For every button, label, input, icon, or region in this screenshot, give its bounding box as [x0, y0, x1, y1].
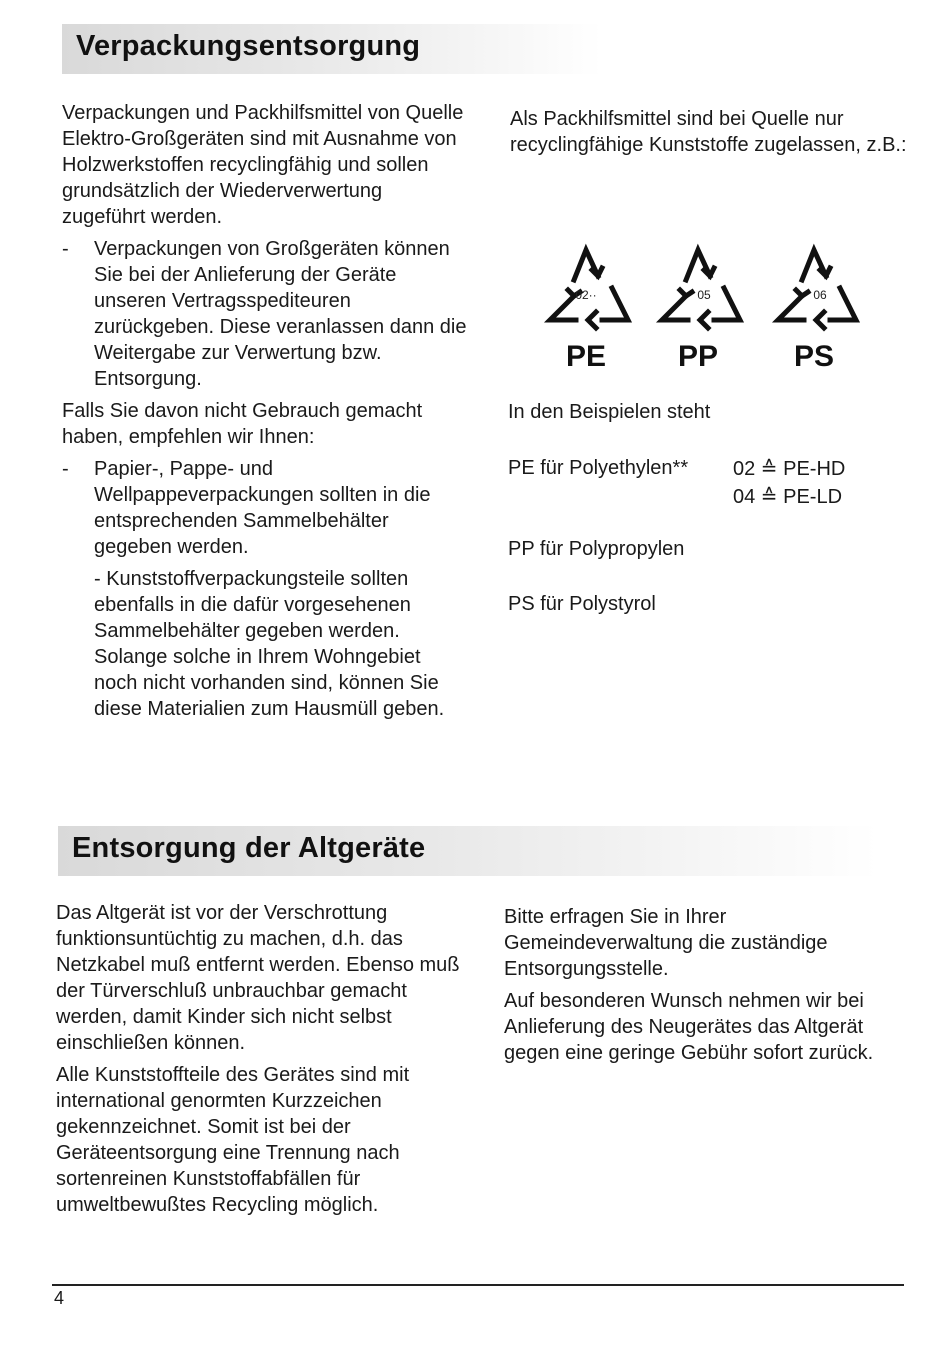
pp-definition: PP für Polypropylen [508, 538, 685, 560]
paragraph: Falls Sie davon nicht Gebrauch gemacht haben, empfehlen wir Ihnen: [62, 400, 423, 448]
old-appliances-right-column [504, 904, 914, 1072]
recycling-symbols [536, 236, 876, 386]
recycling-symbol-ps [764, 236, 874, 376]
recycling-symbol-pp [648, 236, 758, 376]
paragraph: Als Packhilfsmittel sind bei Quelle nur recyclingfähige Kunststoffe zugelassen, z.B.: [510, 108, 907, 156]
bullet-item: - Verpackungen von Großgeräten können Sie bei der Anlieferung der Geräte unseren Vertragsspediteuren zurückgeben. Diese veranlassen dann die Weitergabe zur Verwertung bzw. Entsorgung. [62, 236, 468, 392]
paragraph: Das Altgerät ist vor der Verschrottung funktionsuntüchtig zu machen, d.h. das Netzkabel muß entfernt werden. Ebenso muß der Türverschluß unbrauchbar gemacht werden, damit Kinder sich nicht selbst einschließen können. [56, 902, 460, 1054]
pe-ld-code: 04 ≙ PE-LD [733, 486, 843, 508]
resin-abbreviation: PE [565, 340, 607, 373]
old-appliances-left-column [56, 900, 466, 1224]
pe-hd-code: 02 ≙ PE-HD [733, 458, 846, 480]
packaging-left-column [62, 100, 468, 728]
paragraph: Verpackungen und Packhilfsmittel von Quelle Elektro-Großgeräten sind mit Ausnahme von Holzwerkstoffen recyclingfähig und sollen grundsätzlich der Wiederverwertung zugeführt werden. [62, 102, 464, 228]
footer-divider [52, 1284, 904, 1286]
section-title: Entsorgung der Altgeräte [72, 832, 426, 864]
section-header-packaging [62, 24, 602, 74]
bullet-item: - Papier-, Pappe- und Wellpappeverpackungen sollten in die entsprechenden Sammelbehälter gegeben werden. [62, 456, 468, 560]
ps-definition: PS für Polystyrol [508, 593, 656, 615]
pe-definition: PE für Polyethylen** [508, 457, 689, 479]
section-header-old-appliances [58, 826, 878, 876]
section-title: Verpackungsentsorgung [76, 30, 421, 62]
resin-code: 05 [697, 288, 711, 302]
recycling-symbol-pe [536, 236, 646, 376]
examples-intro: In den Beispielen steht [508, 401, 711, 423]
recycling-triangle-icon [536, 236, 636, 336]
paragraph: Bitte erfragen Sie in Ihrer Gemeindeverwaltung die zuständige Entsorgungsstelle. [504, 906, 828, 980]
recycling-triangle-icon [764, 236, 864, 336]
resin-code: 06 [813, 288, 827, 302]
paragraph: Alle Kunststoffteile des Gerätes sind mit international genormten Kurzzeichen gekennzeichnet. Somit ist bei der Geräteentsorgung eine Trennung nach sortenreinen Kunststoffabfällen für umweltbewußtes Recycling möglich. [56, 1064, 410, 1216]
bullet-item: - Kunststoffverpackungsteile sollten ebenfalls in die dafür vorgesehenen Sammelbehälter gegeben werden. Solange solche in Ihrem Wohngebiet noch nicht vorhanden sind, können Sie diese Materialien zum Hausmüll geben. [94, 568, 445, 720]
paragraph: Auf besonderen Wunsch nehmen wir bei Anlieferung des Neugerätes das Altgerät gegen eine geringe Gebühr sofort zurück. [504, 990, 874, 1064]
pe-codes [733, 455, 845, 511]
page-number: 4 [54, 1288, 65, 1308]
resin-code: 02·· [575, 288, 597, 302]
resin-abbreviation: PS [793, 340, 835, 373]
packaging-right-column [510, 106, 918, 164]
recycling-triangle-icon [648, 236, 748, 336]
resin-abbreviation: PP [677, 340, 719, 373]
